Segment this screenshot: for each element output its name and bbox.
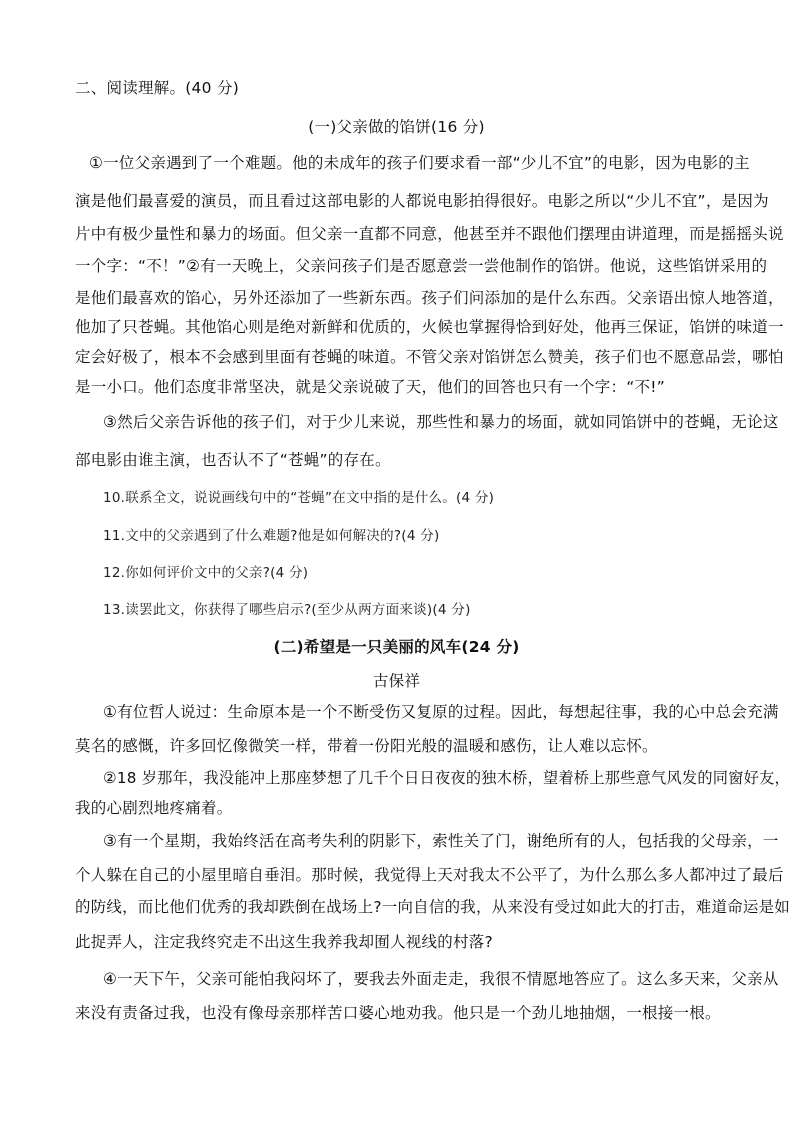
passage1-line: 一个字：“不！”②有一天晚上，父亲问孩子们是否愿意尝一尝他制作的馅饼。他说，这些馅饼采用的 <box>75 257 768 275</box>
question-12: 12.你如何评价文中的父亲?(4 分) <box>103 565 309 581</box>
passage2-line: 我的心剧烈地疼痛着。 <box>75 799 233 817</box>
passage1-line: 他加了只苍蝇。其他馅心则是绝对新鲜和优质的，火候也掌握得恰到好处，他再三保证，馅饼的味道一 <box>75 318 784 336</box>
passage1-line: 演是他们最喜爱的演员，而且看过这部电影的人都说电影拍得很好。电影之所以“少儿不宜”，是因为 <box>75 192 769 210</box>
passage1-title: (一)父亲做的馅饼(16 分) <box>308 118 485 136</box>
section-heading: 二、阅读理解。(40 分) <box>75 79 239 97</box>
passage1-line: 部电影由谁主演，也否认不了“苍蝇”的存在。 <box>75 451 391 469</box>
passage2-line: ①有位哲人说过：生命原本是一个不断受伤又复原的过程。因此，每想起往事，我的心中总会充满 <box>103 703 779 721</box>
passage2-line: 莫名的感慨，许多回忆像微笑一样，带着一份阳光般的温暖和感伤，让人难以忘怀。 <box>75 737 658 755</box>
passage2-line: ③有一个星期，我始终活在高考失利的阴影下，索性关了门，谢绝所有的人，包括我的父母亲，一 <box>103 832 779 850</box>
passage2-line: ④一天下午，父亲可能怕我闷坏了，要我去外面走走，我很不情愿地答应了。这么多天来，父亲从 <box>103 970 779 988</box>
passage1-line: 定会好极了，根本不会感到里面有苍蝇的味道。不管父亲对馅饼怎么赞美，孩子们也不愿意品尝，哪怕 <box>75 348 784 366</box>
passage1-line: ③然后父亲告诉他的孩子们，对于少儿来说，那些性和暴力的场面，就如同馅饼中的苍蝇，无论这 <box>103 413 779 431</box>
passage2-line: 来没有责备过我，也没有像母亲那样苦口婆心地劝我。他只是一个劲儿地抽烟，一根接一根。 <box>75 1004 721 1022</box>
passage1-line: 片中有极少量性和暴力的场面。但父亲一直都不同意，他甚至并不跟他们摆理由讲道理，而是摇摇头说 <box>75 225 784 243</box>
question-13: 13.读罢此文，你获得了哪些启示?(至少从两方面来谈)(4 分) <box>103 602 471 618</box>
passage2-title: (二)希望是一只美丽的风车(24 分) <box>273 638 520 656</box>
passage1-line: 是他们最喜欢的馅心，另外还添加了一些新东西。孩子们问添加的是什么东西。父亲语出惊人地答道， <box>75 289 784 307</box>
passage2-line: 此捉弄人，注定我终究走不出这生我养我却囿人视线的村落? <box>75 933 493 951</box>
passage2-line: 的防线，而比他们优秀的我却跌倒在战场上?一向自信的我，从来没有受过如此大的打击，难道命运是如 <box>75 898 791 916</box>
question-11: 11.文中的父亲遇到了什么难题?他是如何解决的?(4 分) <box>103 528 440 544</box>
passage2-author: 古保祥 <box>372 672 421 690</box>
question-10: 10.联系全文，说说画线句中的“苍蝇”在文中指的是什么。(4 分) <box>103 490 495 506</box>
passage2-line: ②18 岁那年，我没能冲上那座梦想了几千个日日夜夜的独木桥，望着桥上那些意气风发的同窗好友， <box>103 769 790 787</box>
passage1-line: ①一位父亲遇到了一个难题。他的未成年的孩子们要求看一部“少儿不宜”的电影，因为电影的主 <box>89 154 750 172</box>
passage2-line: 个人躲在自己的小屋里暗自垂泪。那时候，我觉得上天对我太不公平了，为什么那么多人都冲过了最后 <box>75 866 784 884</box>
passage1-line: 是一小口。他们态度非常坚决，就是父亲说破了天，他们的回答也只有一个字：“不!” <box>75 378 666 396</box>
